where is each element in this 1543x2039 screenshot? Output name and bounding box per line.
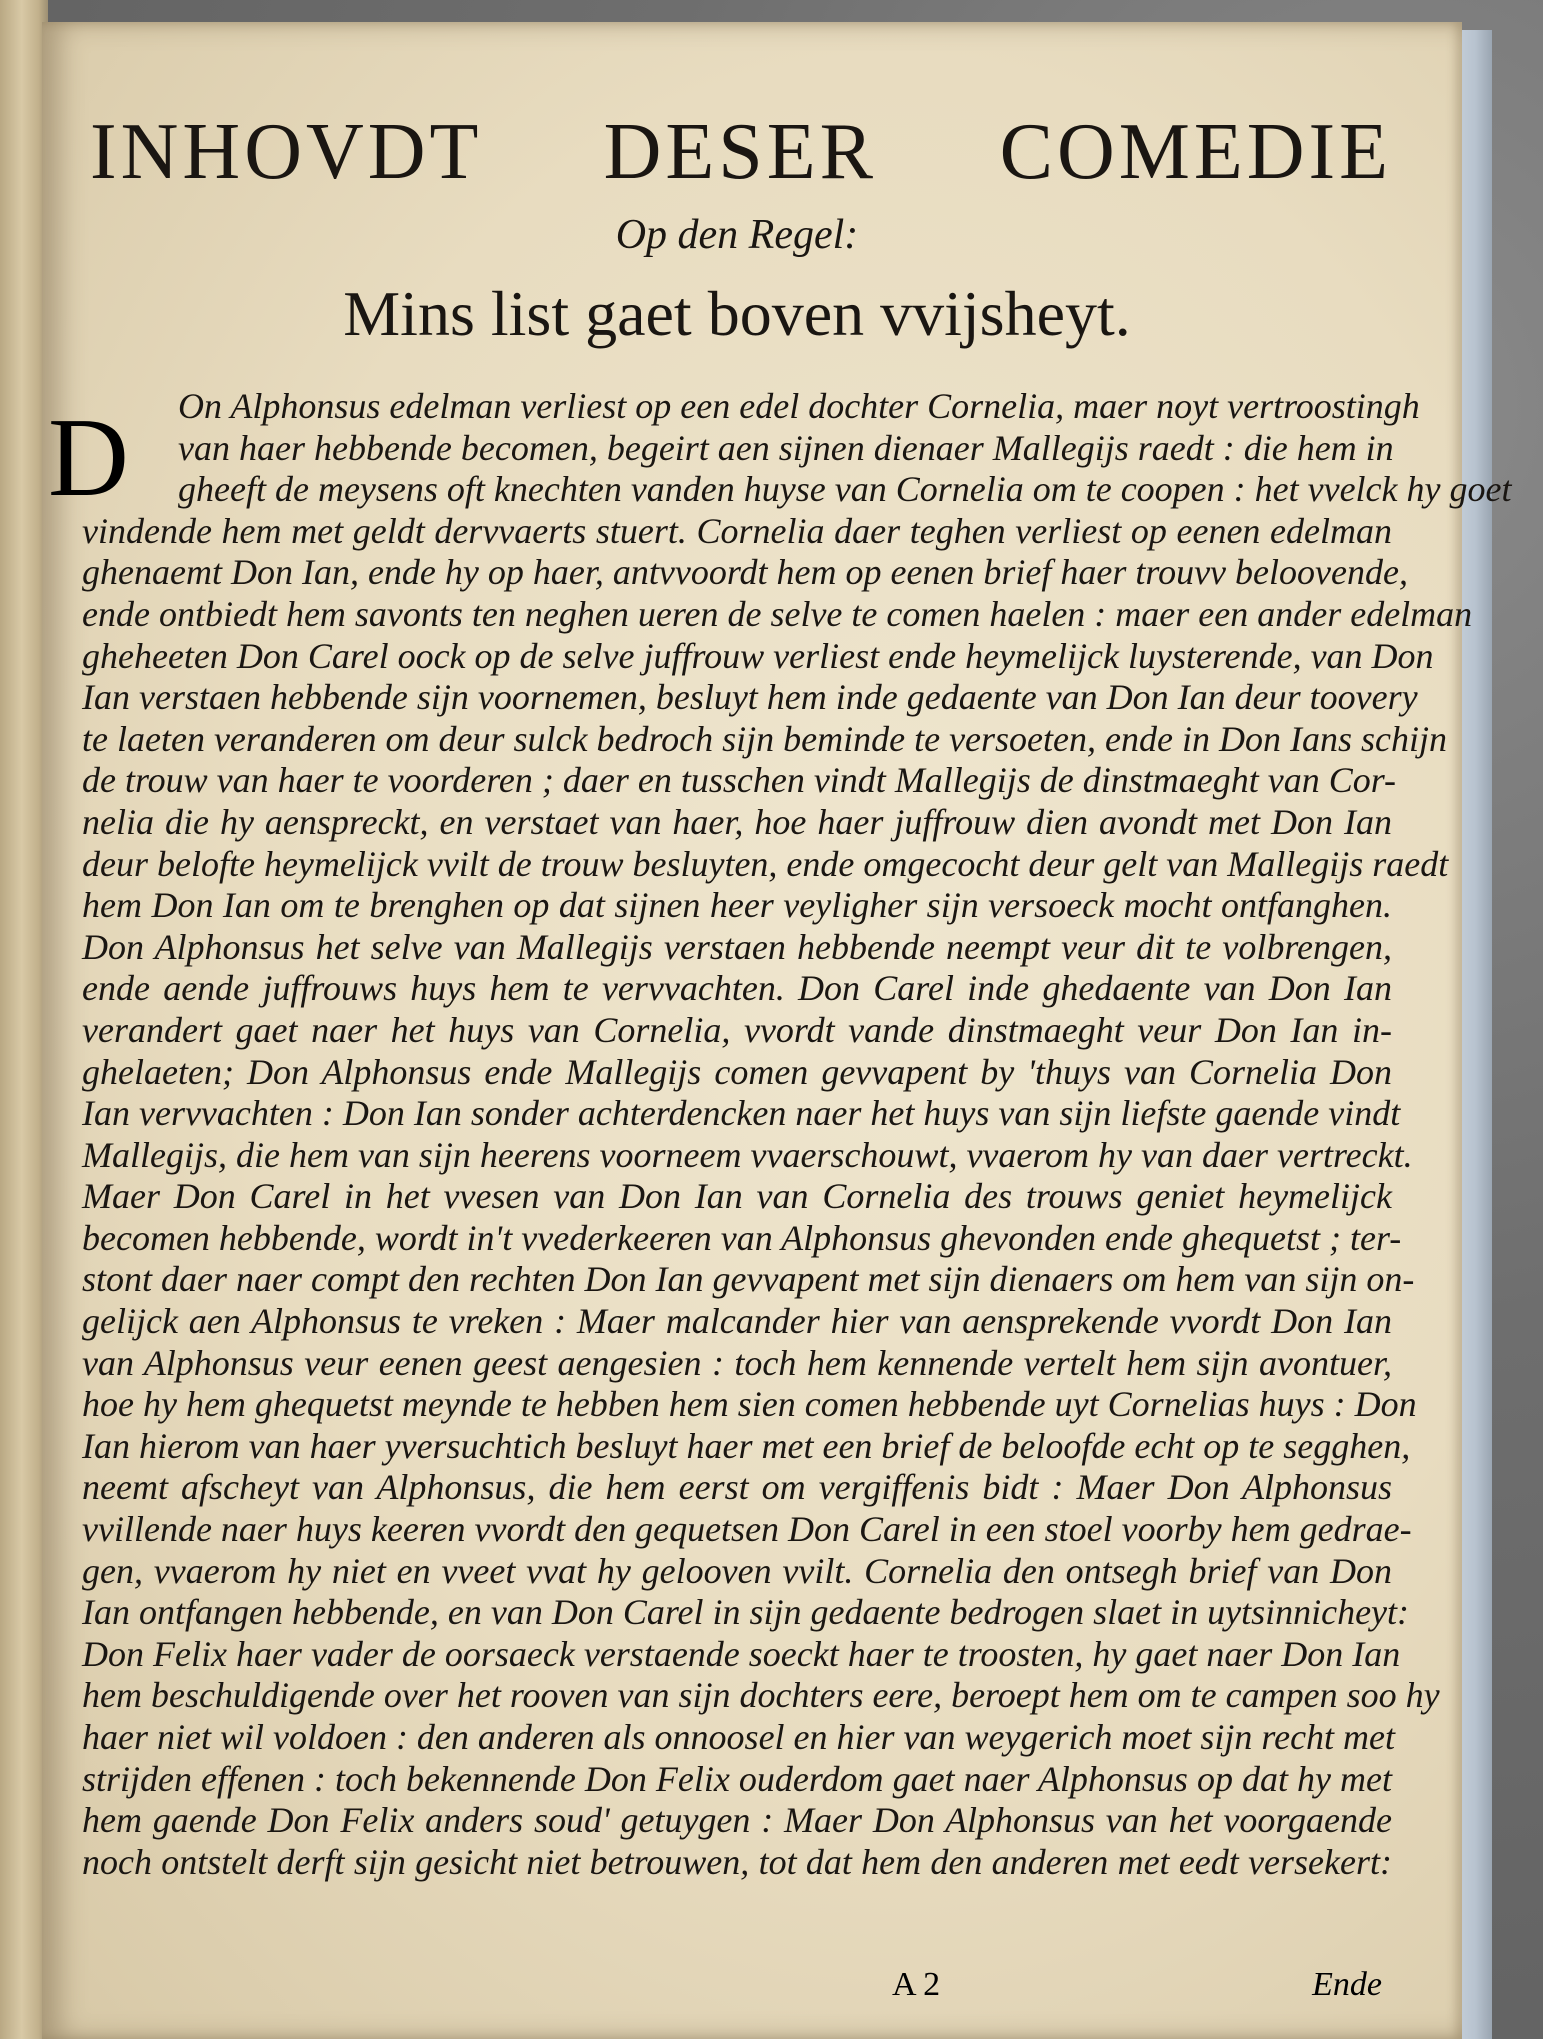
text-line: van haer hebbende becomen, begeirt aen sijnen dienaer Mallegijs raedt : die hem in — [178, 427, 1394, 468]
text-line: de trouw van haer te voorderen ; daer en tusschen vindt Mallegijs de dinstmaeght van Cor- — [82, 760, 1397, 801]
text-line: Don Felix haer vader de oorsaeck verstaende soeckt haer te troosten, hy gaet naer Don Ian — [82, 1633, 1401, 1674]
text-line: Mallegijs, die hem van sijn heerens voorneem vvaerschouwt, vvaerom hy van daer vertreckt. — [82, 1134, 1413, 1175]
text-line: verandert gaet naer het huys van Cornelia, vvordt vande dinstmaeght veur Don Ian in- — [82, 1009, 1392, 1050]
text-line: hem gaende Don Felix anders soud' getuygen : Maer Don Alphonsus van het voorgaende — [82, 1800, 1392, 1841]
catchword: Ende — [1312, 1966, 1382, 2003]
text-line: neemt afscheyt van Alphonsus, die hem eerst om vergiffenis bidt : Maer Don Alphonsus — [82, 1467, 1392, 1508]
drop-capital: D — [48, 396, 129, 520]
text-line: vindende hem met geldt dervvaerts stuert. Cornelia daer teghen verliest op eenen edelman — [82, 510, 1392, 551]
text-line: hoe hy hem ghequetst meynde te hebben hem sien comen hebbende uyt Cornelias huys : Don — [82, 1384, 1417, 1425]
text-line: ghenaemt Don Ian, ende hy op haer, antvvoordt hem op eenen brief haer trouvv beloovende, — [82, 552, 1408, 593]
text-line: gelijck aen Alphonsus te vreken : Maer malcander hier van aensprekende vvordt Don Ian — [82, 1301, 1392, 1342]
page-footer — [82, 1966, 1392, 2006]
body-text — [82, 386, 1512, 1883]
text-line: hem Don Ian om te brenghen op dat sijnen heer veyligher sijn versoeck mocht ontfanghen. — [82, 885, 1392, 926]
text-line: stont daer naer compt den rechten Don Ian gevvapent met sijn dienaers om hem van sijn on- — [82, 1259, 1415, 1300]
text-line: ghelaeten; Don Alphonsus ende Mallegijs comen gevvapent by 'thuys van Cornelia Don — [82, 1051, 1392, 1092]
text-line: Don Alphonsus het selve van Mallegijs verstaen hebbende neempt veur dit te volbrengen, — [82, 926, 1392, 967]
text-line: nelia die hy aenspreckt, en verstaet van haer, hoe haer juffrouw dien avondt met Don Ian — [82, 801, 1392, 842]
text-line: ende ontbiedt hem savonts ten neghen ueren de selve te comen haelen : maer een ander edelman — [82, 593, 1473, 634]
text-line: haer niet wil voldoen : den anderen als onnoosel en hier van weygerich moet sijn recht met — [82, 1717, 1396, 1757]
signature-mark: A 2 — [892, 1966, 941, 2003]
text-line: Ian hierom van haer yversuchtich besluyt haer met een brief de beloofde echt op te segghen, — [82, 1425, 1411, 1466]
page-subtitle: Op den Regel: — [615, 212, 859, 258]
text-line: vvillende naer huys keeren vvordt den gequetsen Don Carel in een stoel voorby hem gedrae- — [82, 1509, 1412, 1550]
text-line: hem beschuldigende over het rooven van sijn dochters eere, beroept hem om te campen soo hy — [82, 1675, 1440, 1716]
text-line: Ian verstaen hebbende sijn voornemen, besluyt hem inde gedaente van Don Ian deur toovery — [82, 677, 1418, 718]
text-line: deur belofte heymelijck vvilt de trouw besluyten, ende omgecocht deur gelt van Mallegijs raedt — [82, 843, 1449, 884]
text-line: Ian vervvachten : Don Ian sonder achterdencken naer het huys van sijn liefste gaende vindt — [82, 1093, 1401, 1134]
text-line: strijden effenen : toch bekennende Don Felix ouderdom gaet naer Alphonsus op dat hy met — [82, 1758, 1392, 1799]
text-line: becomen hebbende, wordt in't vvederkeeren van Alphonsus ghevonden ende ghequetst ; ter- — [82, 1217, 1402, 1258]
text-line: gen, vvaerom hy niet en vveet vvat hy gelooven vvilt. Cornelia den ontsegh brief van Don — [82, 1550, 1392, 1591]
text-line: gheheeten Don Carel oock op de selve juffrouw verliest ende heymelijck luysterende, van Don — [82, 635, 1434, 676]
page-motto: Mins list gaet boven vvijsheyt. — [343, 278, 1131, 349]
text-line: Maer Don Carel in het vvesen van Don Ian van Cornelia des trouws geniet heymelijck — [82, 1176, 1392, 1217]
facing-page-edge — [0, 0, 48, 2039]
text-line: van Alphonsus veur eenen geest aengesien : toch hem kennende vertelt hem sijn avontuer, — [82, 1342, 1392, 1383]
page-content — [82, 92, 1512, 1883]
text-line: noch ontstelt derft sijn gesicht niet betrouwen, tot dat hem den anderen met eedt versekert: — [82, 1841, 1392, 1882]
text-line: On Alphonsus edelman verliest op een edel dochter Cornelia, maer noyt vertroostingh — [178, 386, 1420, 426]
text-line: te laeten veranderen om deur sulck bedroch sijn beminde te versoeten, ende in Don Ians schijn — [82, 718, 1447, 759]
text-line: ende aende juffrouws huys hem te vervvachten. Don Carel inde ghedaente van Don Ian — [82, 968, 1392, 1009]
page-heading: INHOVDT DESER COMEDIE — [90, 108, 1392, 196]
text-line: gheeft de meysens oft knechten vanden huyse van Cornelia om te coopen : het vvelck hy goet — [178, 469, 1512, 510]
text-line: Ian ontfangen hebbende, en van Don Carel in sijn gedaente bedrogen slaet in uytsinnicheyt: — [82, 1592, 1410, 1633]
book-page — [42, 22, 1512, 2039]
